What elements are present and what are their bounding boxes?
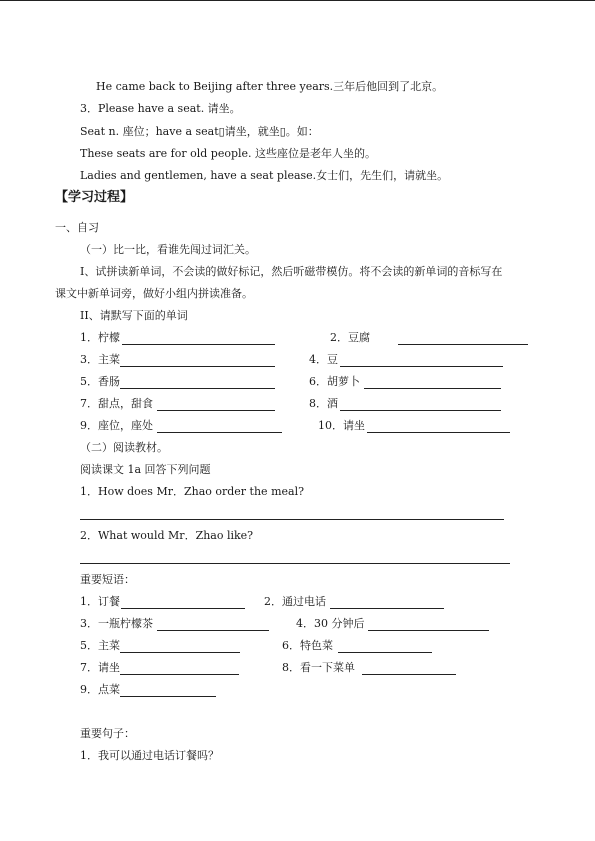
word-item: 4．豆 [309,353,338,366]
part2-heading: （二）阅读教材。 [80,441,168,454]
word-item: 6．胡萝卜 [309,375,360,388]
page-top-border [0,0,595,1]
sentences-heading: 重要句子： [80,727,135,740]
phrase-item: 3．一瓶柠檬茶 [80,617,153,630]
answer-line[interactable] [157,432,282,433]
phrase-item: 4．30 分钟后 [296,617,365,630]
intro-line-3: Seat n. 座位；have a seat▯请坐，就坐▯。如： [80,125,319,138]
answer-line[interactable] [368,630,489,631]
phrase-item: 9．点菜 [80,683,120,696]
intro-line-4: These seats are for old people. 这些座位是老年人坐的。 [80,147,377,160]
part1-heading: （一）比一比，看谁先闯过词汇关。 [80,243,256,256]
self-study-heading: 一、自习 [55,221,99,234]
instruction-2: II、请默写下面的单词 [80,309,188,322]
answer-line[interactable] [340,410,501,411]
answer-line[interactable] [338,652,432,653]
phrase-item: 7．请坐 [80,661,120,674]
reading-instruction: 阅读课文 1a 回答下列问题 [80,463,211,476]
answer-line[interactable] [80,519,504,520]
answer-line[interactable] [120,674,239,675]
answer-line[interactable] [120,652,240,653]
instruction-1a: I、试拼读新单词，不会读的做好标记，然后听磁带模仿。将不会读的新单词的音标写在 [80,265,503,278]
word-item: 5．香肠 [80,375,120,388]
phrase-item: 6．特色菜 [282,639,333,652]
answer-line[interactable] [398,344,528,345]
sentence-1: 1．我可以通过电话订餐吗？ [80,749,219,762]
answer-line[interactable] [80,563,510,564]
answer-line[interactable] [367,432,510,433]
section-title: 【学习过程】 [55,190,134,205]
question-1: 1．How does Mr．Zhao order the meal? [80,485,304,498]
answer-line[interactable] [362,674,456,675]
phrase-item: 1．订餐 [80,595,120,608]
answer-line[interactable] [364,388,501,389]
answer-line[interactable] [157,410,275,411]
intro-line-5: Ladies and gentlemen, have a seat please.女士们，先生们，请就坐。 [80,169,449,182]
answer-line[interactable] [120,696,216,697]
word-item: 1．柠檬 [80,331,120,344]
word-item: 9．座位，座处 [80,419,153,432]
intro-line-1: He came back to Beijing after three years.三年后他回到了北京。 [96,80,444,93]
answer-line[interactable] [122,344,275,345]
answer-line[interactable] [121,608,245,609]
answer-line[interactable] [340,366,503,367]
phrase-item: 5．主菜 [80,639,120,652]
word-item: 8．酒 [309,397,338,410]
word-item: 3．主菜 [80,353,120,366]
intro-line-2: 3．Please have a seat. 请坐。 [80,102,241,115]
instruction-1b: 课文中新单词旁，做好小组内拼读准备。 [55,287,253,300]
phrase-item: 2．通过电话 [264,595,326,608]
word-item: 10．请坐 [318,419,365,432]
word-item: 7．甜点，甜食 [80,397,153,410]
answer-line[interactable] [330,608,444,609]
answer-line[interactable] [157,630,269,631]
question-2: 2．What would Mr．Zhao like? [80,529,254,542]
answer-line[interactable] [120,388,275,389]
phrases-heading: 重要短语： [80,573,135,586]
answer-line[interactable] [120,366,275,367]
phrase-item: 8．看一下菜单 [282,661,355,674]
word-item: 2．豆腐 [330,331,370,344]
